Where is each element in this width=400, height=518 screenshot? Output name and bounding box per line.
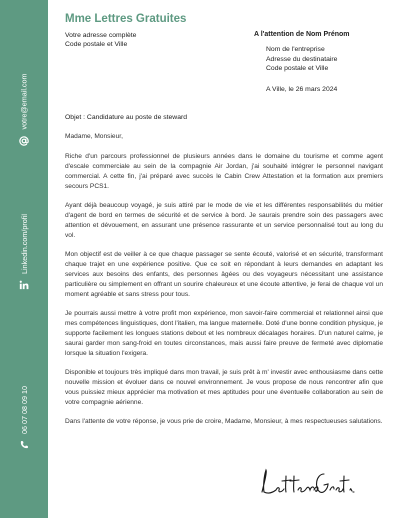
sender-block (65, 31, 136, 49)
sidebar-linkedin-group[interactable] (19, 214, 29, 290)
paragraph-4: Je pourrais aussi mettre à votre profit mon expérience, mon savoir-faire commercial et relationnel ainsi que mes compétences linguistiques, dont l'italien, ma langue maternelle. Doté d'une bonne condition physique, je supporte facilement les longues stations debout et les nombreux décalages horaires. D'un naturel calme, je saurai garder mon sang-froid en toutes circonstances, mais aussi faire preuve de fermeté avec diplomatie lorsque la situation l'exigera. (65, 309, 383, 358)
paragraph-1: Riche d'un parcours professionnel de plusieurs années dans le domaine du tourisme et comme agent d'escale commerciale au sein de la compagnie Air Jordan, j'ai souhaité intégrer le personnel navigant commercial. A cette fin, j'ai préparé avec succès le Cabin Crew Attestation et la formation aux premiers secours PCS1. (65, 153, 383, 191)
contact-sidebar (0, 0, 48, 518)
salutation: Madame, Monsieur, (65, 133, 123, 140)
sidebar-phone[interactable]: 06 07 08 09 10 (19, 386, 29, 434)
sidebar-phone-group[interactable] (19, 386, 29, 450)
paragraph-2: Ayant déjà beaucoup voyagé, je suis attiré par le mode de vie et les différentes responsabilités du métier d'agent de bord en termes de sécurité et de service à bord. Je saurais prendre soin des passagers avec attention et dévouement, en assurant une présence rassurante et un service personnalisé tout au long du vol. (65, 201, 383, 240)
sender-address: Votre adresse complète (65, 32, 137, 39)
sidebar-email[interactable]: votre@email.com (19, 73, 29, 130)
sidebar-email-group[interactable] (19, 73, 30, 146)
handwritten-signature (258, 466, 358, 505)
paragraph-6: Dans l'attente de votre réponse, je vous prie de croire, Madame, Monsieur, à mes respectueuses salutations. (65, 417, 383, 425)
recipient-postal-city: Code postale et Ville (266, 65, 329, 72)
paragraph-5: Disponible et toujours très impliqué dans mon travail, je suis prêt à m' investir avec enthousiasme dans cette nouvelle mission et évoluer dans ce nouvel environnement. Je vous propose de nous rencontrer afin que vous puissiez mieux apprécier ma motivation et mes aptitudes pour une éventuelle collaboration au sein de votre compagnie aérienne. (65, 368, 383, 407)
at-sign-icon (19, 136, 30, 147)
sidebar-linkedin[interactable]: Linkedin.com/profil (19, 214, 29, 274)
signature-scribble-icon (258, 466, 358, 500)
recipient-address: Adresse du destinataire (266, 55, 338, 63)
recipient-company: Nom de l'entreprise (266, 46, 325, 53)
phone-icon (19, 440, 29, 450)
linkedin-icon (19, 280, 29, 290)
letter-date: A Ville, le 26 mars 2024 (266, 86, 338, 93)
letter-subject: Objet : Candidature au poste de steward (65, 114, 188, 121)
recipient-block (266, 45, 337, 74)
brand-title: Mme Lettres Gratuites (65, 13, 187, 25)
recipient-attention: A l'attention de Nom Prénom (254, 31, 350, 38)
sender-postal-city: Code postale et Ville (65, 41, 128, 48)
paragraph-3: Mon objectif est de veiller à ce que chaque passager se sente écouté, valorisé et en sécurité, transformant chaque trajet en une expérience positive. Que ce soit en répondant à leurs demandes en adaptant les services aux besoins des enfants, des personnes âgées ou des voyageurs nécessitant une assistance particulière ou simplement en offrant un sourire chaleureux et une écoute attentive, je ferai de chaque vol un moment agréable et sans stress pour tous. (65, 250, 383, 299)
letter-body (65, 132, 383, 435)
